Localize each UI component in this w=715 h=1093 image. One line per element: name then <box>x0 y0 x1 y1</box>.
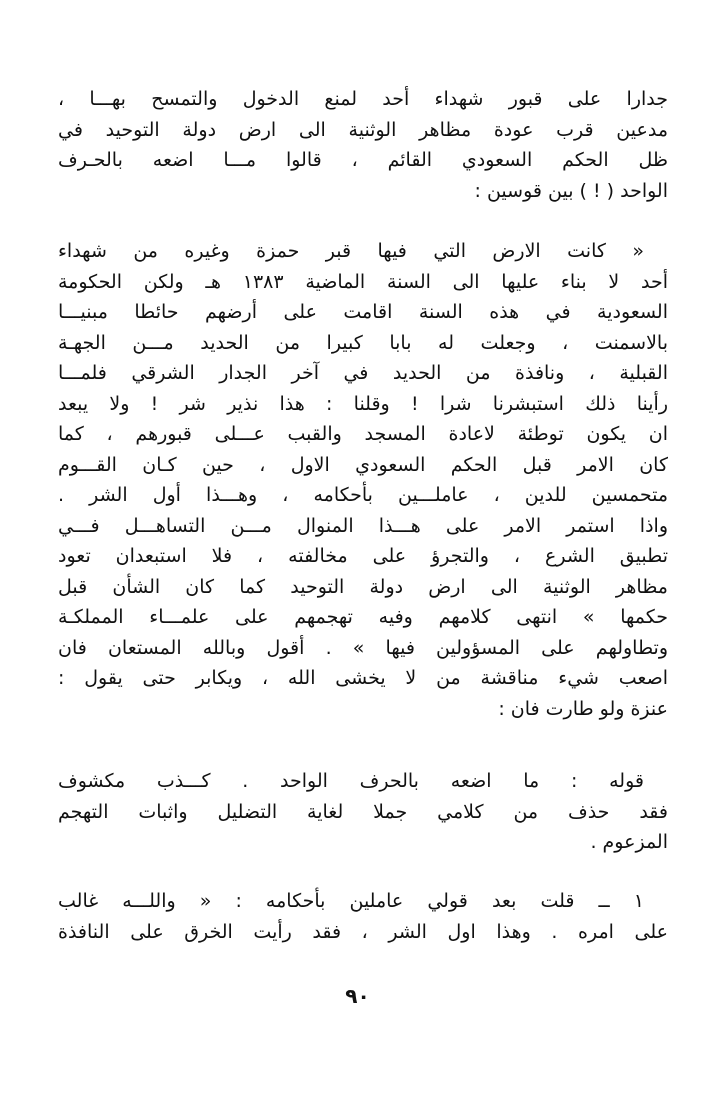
text-line: القبلية ، ونافذة من الحديد في آخر الجدار الشرقي فلمـــا <box>58 362 668 384</box>
paragraph-point-one <box>58 886 668 947</box>
text-line: جدارا على قبور شهداء أحد لمنع الدخول والتمسح بهـــا ، <box>58 88 668 110</box>
paragraph-intro <box>58 84 668 206</box>
text-line: « كانت الارض التي فيها قبر حمزة وغيره من شهداء <box>58 240 644 262</box>
text-line: السعودية في هذه السنة اقامت على أرضهم حائطا مبنيـــا <box>58 301 668 323</box>
text-line: ظل الحكم السعودي القائم ، قالوا مـــا اضعه بالحـرف <box>58 149 668 171</box>
text-line: واذا استمر الامر على هـــذا المنوال مـــن التساهـــل فـــي <box>58 514 668 537</box>
text-line: رأينا ذلك استبشرنا شرا ! وقلنا : هذا نذير شر ! ولا يبعد <box>58 392 668 415</box>
text-line: بالاسمنت ، وجعلت له بابا كبيرا من الحديد مـــن الجهـة <box>58 331 668 354</box>
text-line: فقد حذف من كلامي جملا لغاية التضليل واثبات التهجم <box>58 800 668 823</box>
text-line: تطبيق الشرع ، والتجرؤ على مخالفته ، فلا استبعدان تعود <box>58 545 668 567</box>
page-number: ٩٠ <box>345 984 370 1008</box>
text-line: مدعين قرب عودة مظاهر الوثنية الى ارض دولة التوحيد في <box>58 118 668 141</box>
paragraph-quotation <box>58 236 668 724</box>
text-line: عنزة ولو طارت فان : <box>498 697 668 720</box>
text-line: المزعوم . <box>590 831 668 853</box>
text-line: اصعب شيء مناقشة من لا يخشى الله ، ويكابر حتى يقول : <box>58 667 668 689</box>
text-line: كان الامر قبل الحكم السعودي الاول ، حين كـان القـــوم <box>58 453 668 476</box>
text-line: ١ ــ قلت بعد قولي عاملين بأحكامه : « واللـــه غالب <box>58 890 644 912</box>
text-line: مظاهر الوثنية الى ارض دولة التوحيد كما كان الشأن قبل <box>58 575 668 598</box>
text-line: الواحد ( ! ) بين قوسين : <box>474 179 668 202</box>
text-line: ان يكون توطئة لاعادة المسجد والقبب عـــلى قبورهم ، كما <box>58 423 668 445</box>
text-line: حكمها » انتهى كلامهم وفيه تهجمهم على علمـــاء المملكـة <box>58 606 668 628</box>
paragraph-rebuttal <box>58 766 668 858</box>
text-line: أحد لا بناء عليها الى السنة الماضية ١٣٨٣ هـ ولكن الحكومة <box>58 270 668 293</box>
text-line: وتطاولهم على المسؤولين فيها » . أقول وبالله المستعان فان <box>58 636 668 659</box>
text-line: متحمسين للدين ، عاملـــين بأحكامه ، وهـــذا أول الشر . <box>58 484 668 506</box>
text-line: على امره . وهذا اول الشر ، فقد رأيت الخرق على النافذة <box>58 920 668 943</box>
text-line: قوله : ما اضعه بالحرف الواحد . كـــذب مكشوف <box>58 770 644 792</box>
